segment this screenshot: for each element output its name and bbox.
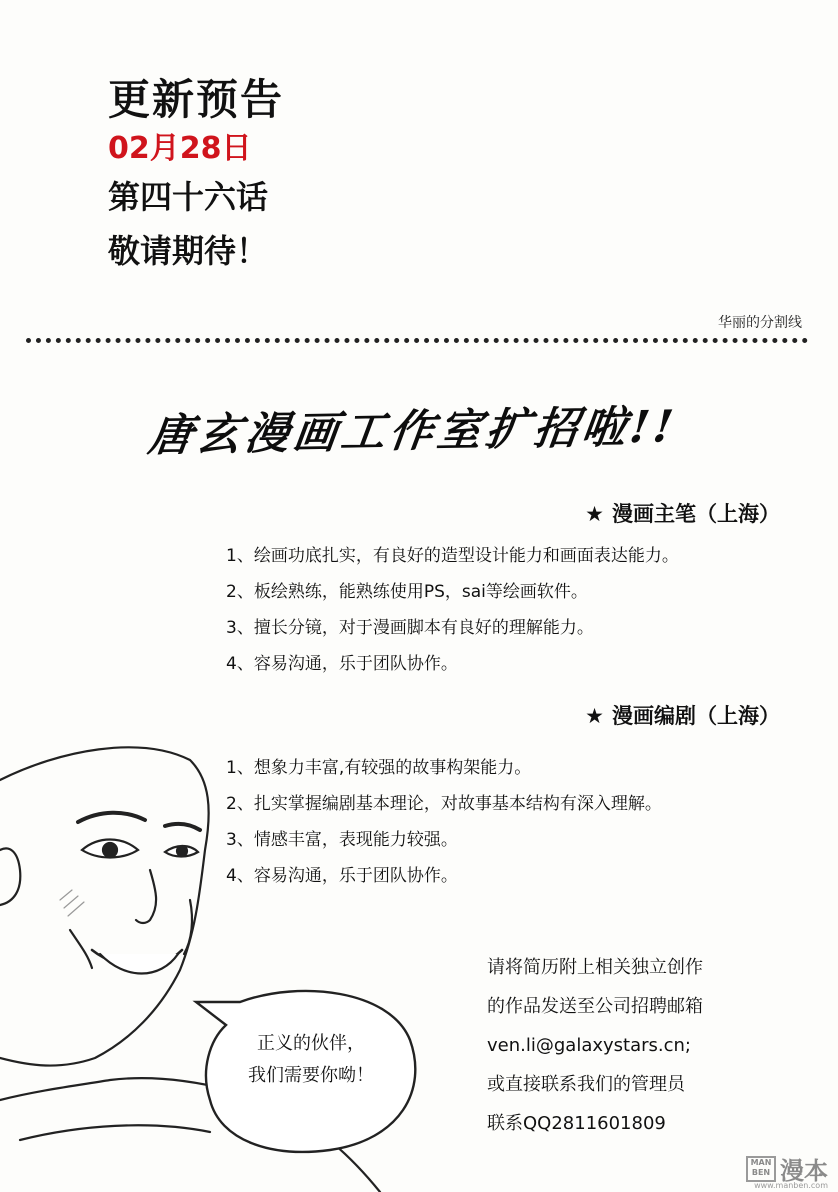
watermark-url: www.manben.com	[754, 1181, 828, 1190]
speech-bubble-line: 正义的伙伴，	[257, 1033, 365, 1054]
job-title-text: 漫画主笔（上海）	[612, 502, 780, 526]
job-title-scriptwriter	[585, 700, 780, 730]
contact-info	[487, 948, 703, 1143]
character-illustration	[0, 740, 420, 1192]
dotted-divider	[26, 338, 808, 343]
contact-line: 请将简历附上相关独立创作	[487, 957, 703, 978]
update-announcement	[108, 76, 284, 274]
speech-bubble-text	[226, 1028, 396, 1092]
announcement-stay-tuned: 敬请期待！	[108, 232, 269, 270]
site-watermark	[746, 1151, 828, 1190]
announcement-episode: 第四十六话	[108, 178, 269, 216]
speech-bubble-line: 我们需要你呦！	[248, 1065, 374, 1086]
job-title-text: 漫画编剧（上海）	[612, 704, 780, 728]
watermark-logo-icon: MAN BEN	[746, 1156, 776, 1182]
requirement-item: 3、擅长分镜，对于漫画脚本有良好的理解能力。	[226, 618, 594, 638]
requirement-item: 1、想象力丰富,有较强的故事构架能力。	[226, 758, 532, 778]
recruit-headline: 唐玄漫画工作室扩招啦!!	[145, 401, 680, 462]
watermark-text: 漫本	[780, 1157, 828, 1185]
divider-label: 华丽的分割线	[718, 315, 802, 331]
contact-email: ven.li@galaxystars.cn;	[487, 1035, 691, 1056]
job-title-lead-artist	[585, 498, 780, 528]
contact-line: 的作品发送至公司招聘邮箱	[487, 996, 703, 1017]
contact-line: 或直接联系我们的管理员	[487, 1074, 685, 1095]
requirement-item: 4、容易沟通，乐于团队协作。	[226, 654, 458, 674]
requirement-item: 1、绘画功底扎实，有良好的造型设计能力和画面表达能力。	[226, 546, 679, 566]
announcement-date: 02月28日	[108, 131, 252, 166]
star-icon: ★	[585, 502, 604, 526]
requirement-item: 3、情感丰富，表现能力较强。	[226, 830, 458, 850]
requirement-item: 2、扎实掌握编剧基本理论，对故事基本结构有深入理解。	[226, 794, 662, 814]
requirement-item: 2、板绘熟练，能熟练使用PS，sai等绘画软件。	[226, 582, 588, 602]
star-icon: ★	[585, 704, 604, 728]
job-requirements-lead-artist	[226, 538, 806, 682]
requirement-item: 4、容易沟通，乐于团队协作。	[226, 866, 458, 886]
announcement-title: 更新预告	[108, 75, 285, 124]
contact-qq: 联系QQ2811601809	[487, 1113, 666, 1134]
